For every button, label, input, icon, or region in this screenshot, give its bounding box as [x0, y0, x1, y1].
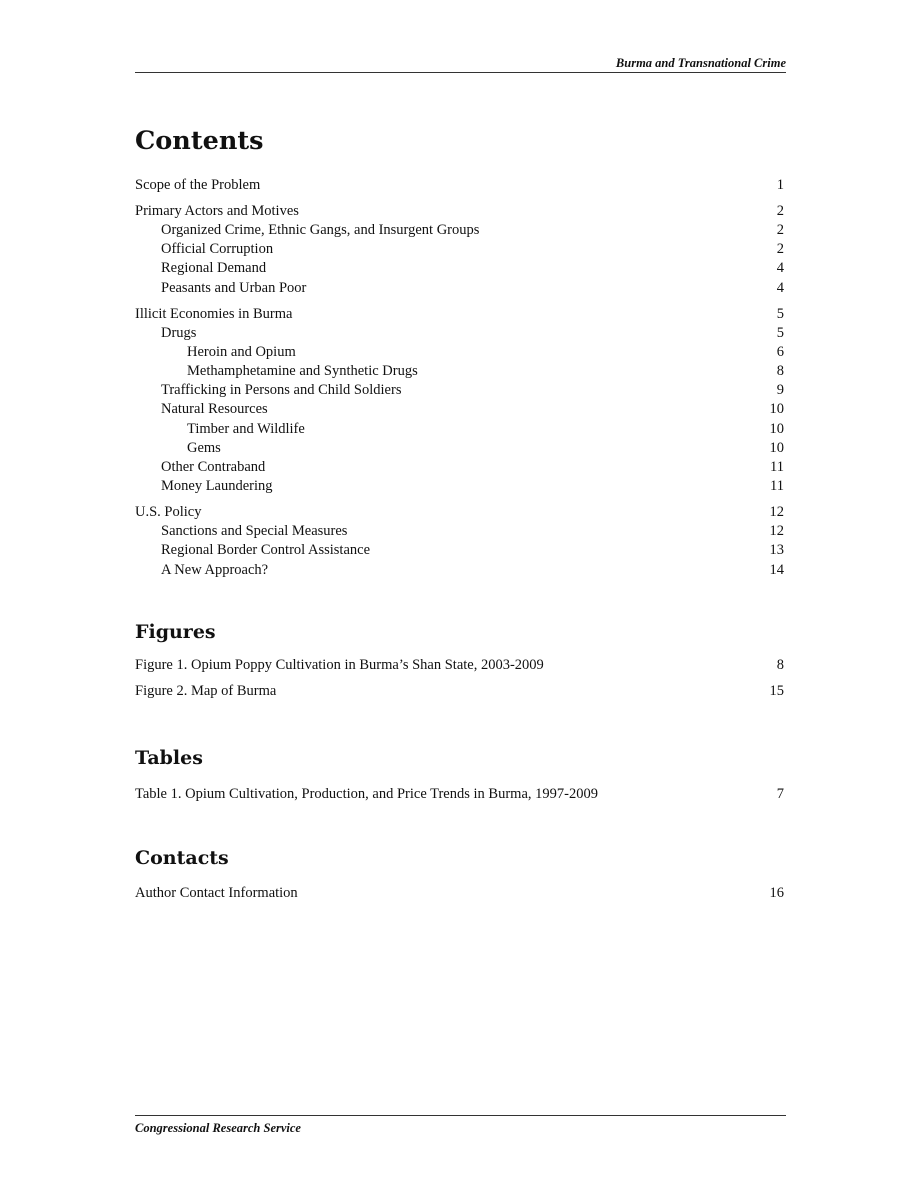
contacts-list	[135, 884, 784, 903]
figures-heading: Figures	[135, 621, 216, 643]
toc-entry-title: Gems	[187, 439, 221, 456]
toc-entry-title: Money Laundering	[161, 478, 273, 495]
toc-entry-title: Timber and Wildlife	[187, 420, 305, 437]
toc-entry[interactable]	[135, 202, 784, 221]
toc-page-number: 16	[769, 885, 784, 901]
toc-page-number: 11	[770, 459, 784, 475]
toc-entry[interactable]	[135, 362, 784, 381]
toc-entry[interactable]	[135, 477, 784, 496]
contents-list	[135, 176, 784, 580]
toc-entry-title: Trafficking in Persons and Child Soldiers	[161, 382, 402, 399]
toc-entry[interactable]	[135, 682, 784, 701]
toc-entry-title: Regional Border Control Assistance	[161, 542, 371, 559]
toc-page-number: 10	[769, 420, 784, 437]
toc-entry-title: Methamphetamine and Synthetic Drugs	[187, 363, 418, 380]
toc-page-number: 8	[776, 363, 784, 380]
toc-entry-title: Figure 1. Opium Poppy Cultivation in Burma’s Shan State, 2003-2009	[135, 657, 544, 673]
toc-entry[interactable]	[135, 343, 784, 362]
toc-entry-title: Regional Demand	[161, 260, 267, 277]
toc-entry[interactable]	[135, 176, 784, 195]
toc-entry[interactable]	[135, 305, 784, 324]
toc-entry[interactable]	[135, 785, 784, 804]
toc-entry[interactable]	[135, 503, 784, 522]
toc-page-number: 4	[776, 279, 784, 296]
toc-page-number: 2	[776, 222, 784, 239]
toc-page-number: 6	[776, 343, 784, 360]
toc-entry[interactable]	[135, 656, 784, 675]
toc-entry-title: Author Contact Information	[135, 885, 298, 901]
contents-heading: Contents	[135, 126, 264, 156]
toc-entry[interactable]	[135, 541, 784, 560]
toc-page-number: 10	[769, 401, 784, 418]
toc-entry[interactable]	[135, 884, 784, 903]
toc-entry-title: Scope of the Problem	[135, 177, 261, 193]
toc-page-number: 12	[769, 523, 784, 540]
toc-page-number: 5	[776, 324, 784, 341]
toc-page-number: 5	[776, 305, 784, 322]
toc-entry[interactable]	[135, 279, 784, 298]
toc-page-number: 7	[776, 786, 784, 802]
toc-entry[interactable]	[135, 561, 784, 580]
toc-page-number: 4	[776, 260, 784, 277]
toc-page-number: 12	[769, 504, 784, 521]
toc-entry-title: Natural Resources	[161, 401, 268, 418]
footer-rule	[135, 1115, 786, 1116]
contacts-heading: Contacts	[135, 847, 229, 869]
toc-entry-title: A New Approach?	[161, 561, 269, 578]
toc-page-number: 15	[769, 682, 784, 699]
toc-page-number: 9	[776, 382, 784, 399]
toc-entry-title: Heroin and Opium	[187, 343, 296, 360]
toc-entry[interactable]	[135, 400, 784, 419]
header-rule	[135, 72, 786, 73]
toc-page-number: 2	[776, 241, 784, 258]
tables-list	[135, 785, 784, 804]
running-footer: Congressional Research Service	[135, 1121, 301, 1135]
toc-entry-title: Other Contraband	[161, 459, 266, 475]
toc-page-number: 14	[769, 561, 784, 578]
toc-page-number: 13	[769, 542, 784, 559]
toc-entry[interactable]	[135, 458, 784, 477]
figures-list	[135, 656, 784, 701]
toc-page-number: 8	[776, 657, 784, 673]
toc-entry[interactable]	[135, 221, 784, 240]
toc-entry-title: Sanctions and Special Measures	[161, 523, 348, 540]
toc-page-number: 11	[770, 478, 784, 495]
toc-entry-title: Official Corruption	[161, 241, 274, 258]
toc-entry[interactable]	[135, 240, 784, 259]
tables-heading: Tables	[135, 747, 203, 769]
toc-entry-title: Organized Crime, Ethnic Gangs, and Insurgent Groups	[161, 222, 480, 239]
toc-entry-title: U.S. Policy	[135, 504, 202, 521]
toc-entry[interactable]	[135, 259, 784, 278]
toc-entry-title: Table 1. Opium Cultivation, Production, and Price Trends in Burma, 1997-2009	[135, 786, 598, 802]
toc-entry[interactable]	[135, 439, 784, 458]
toc-entry-title: Drugs	[161, 324, 197, 341]
running-header: Burma and Transnational Crime	[615, 56, 786, 70]
toc-entry-title: Peasants and Urban Poor	[161, 279, 307, 296]
toc-entry[interactable]	[135, 381, 784, 400]
toc-entry-title: Illicit Economies in Burma	[135, 305, 293, 322]
toc-page-number: 1	[776, 177, 784, 193]
toc-entry[interactable]	[135, 522, 784, 541]
toc-entry[interactable]	[135, 420, 784, 439]
toc-entry-title: Figure 2. Map of Burma	[135, 682, 277, 699]
toc-page-number: 10	[769, 439, 784, 456]
toc-entry[interactable]	[135, 324, 784, 343]
toc-entry-title: Primary Actors and Motives	[135, 202, 299, 219]
toc-page-number: 2	[776, 202, 784, 219]
